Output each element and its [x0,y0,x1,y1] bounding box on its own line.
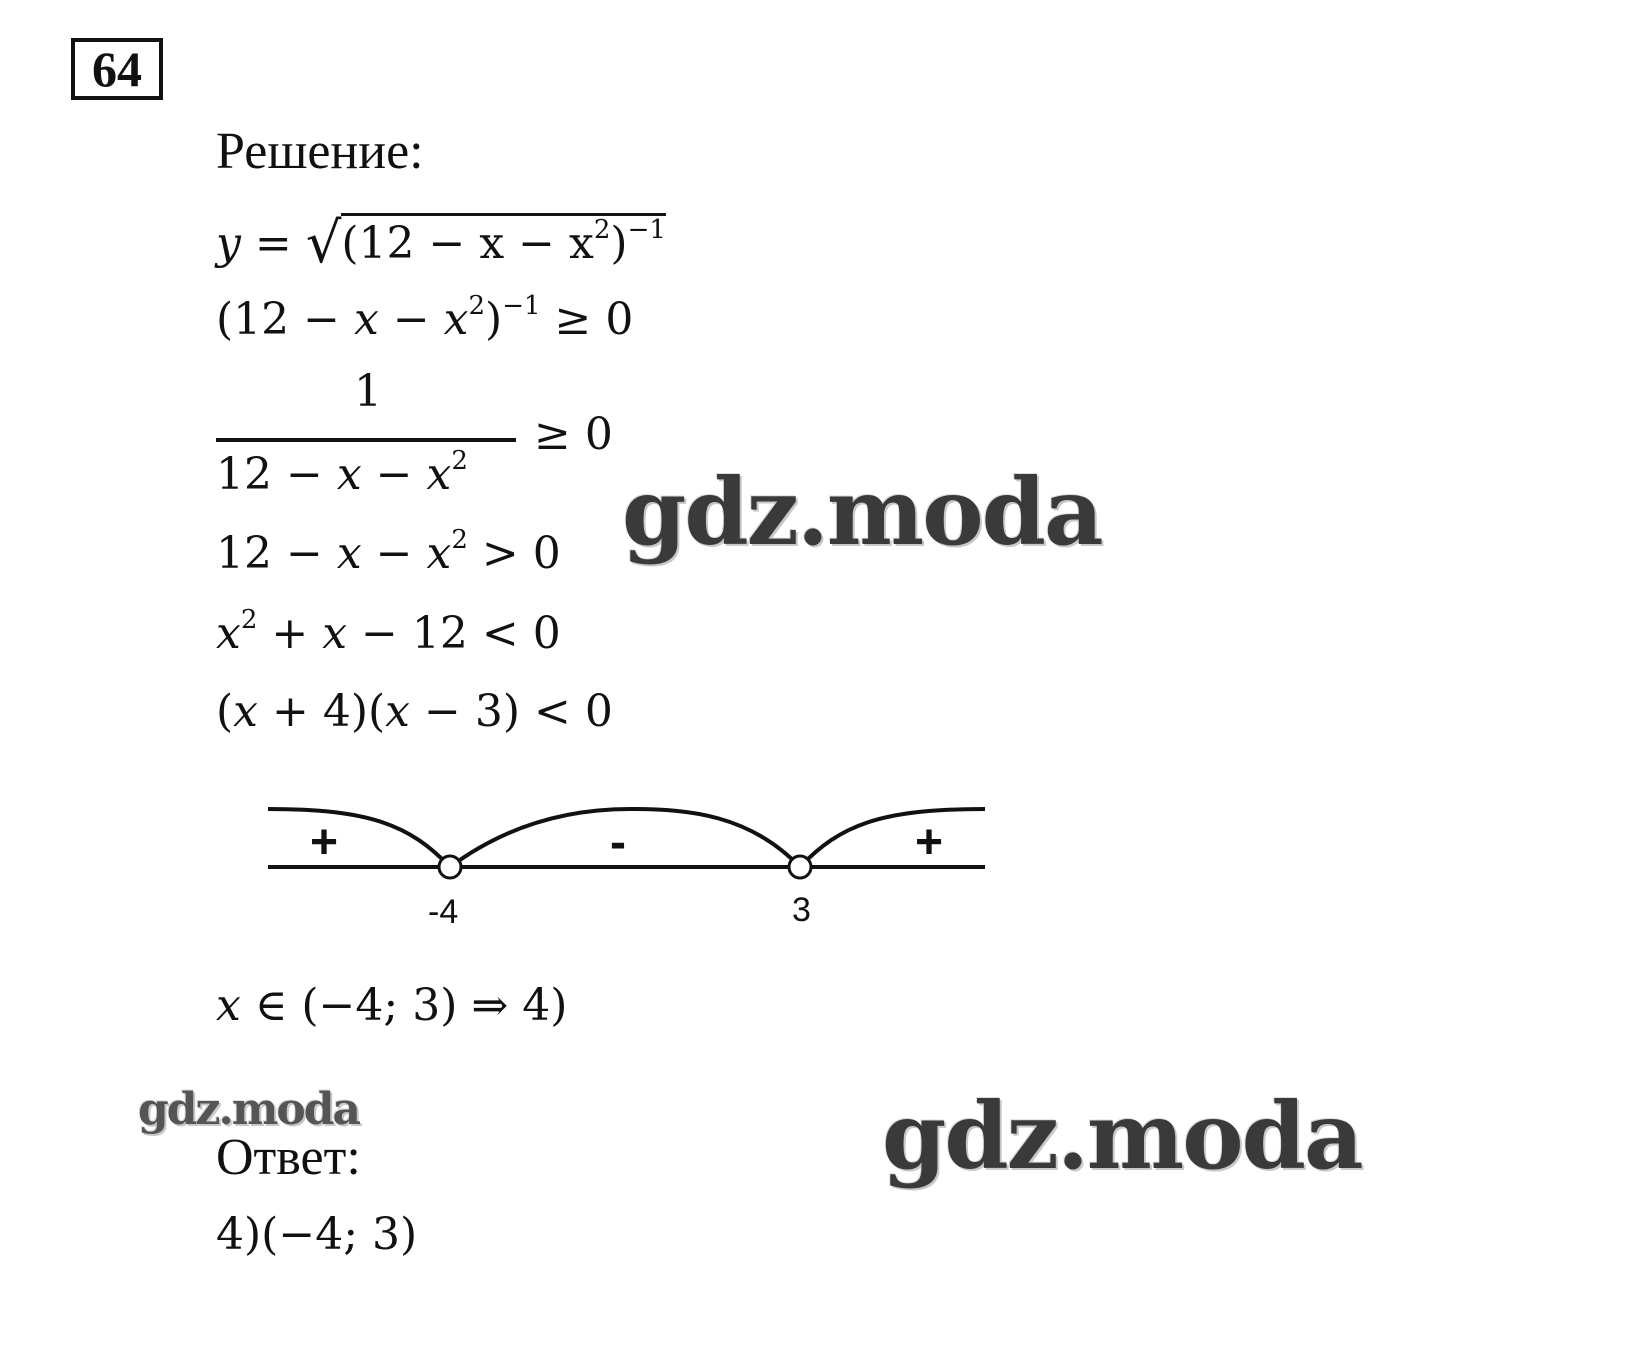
answer-label: Ответ: [216,1129,361,1186]
fraction-relation: ≥ 0 [534,409,613,460]
square-root: $√(12 - x - x^2)^{-1}$ [305,211,666,276]
function-definition: $y = √(12 - x - x^2)^{-1}$ [216,211,666,276]
point-label-left: -4 [428,893,459,931]
arc-left [268,809,450,867]
problem-number: 64 [71,38,163,100]
sign-right: + [915,816,944,869]
sign-interval-diagram [260,795,1000,935]
answer-value: 4)(−4; 3) [216,1209,418,1260]
open-point-right [789,856,811,878]
point-label-right: 3 [792,891,811,929]
sign-middle: - [610,816,626,869]
factored-inequality: (x + 4)(x − 3) < 0 [216,686,613,737]
watermark-small: gdz.moda [138,1084,360,1135]
solution-result: x ∈ (−4; 3) ⇒ 4) [216,980,568,1031]
quadratic-inequality: $x^2 + x - 12 < 0$ [216,605,561,659]
interval-graphic [260,795,1000,935]
watermark-bottom: gdz.moda [882,1082,1362,1190]
domain-condition: $(12 - x - x^2)^{-1} \ge 0$ [216,291,634,345]
watermark-top: gdz.moda [622,458,1102,566]
fraction-numerator: 1 [354,366,382,417]
positive-condition: $12 - x - x^2 > 0$ [216,525,561,579]
fraction-denominator: $12 - x - x^2$ [216,446,468,500]
solution-heading: Решение: [216,123,424,180]
fraction-bar [216,438,516,442]
sign-left: + [310,816,339,869]
arc-right [800,809,985,867]
open-point-left [439,856,461,878]
